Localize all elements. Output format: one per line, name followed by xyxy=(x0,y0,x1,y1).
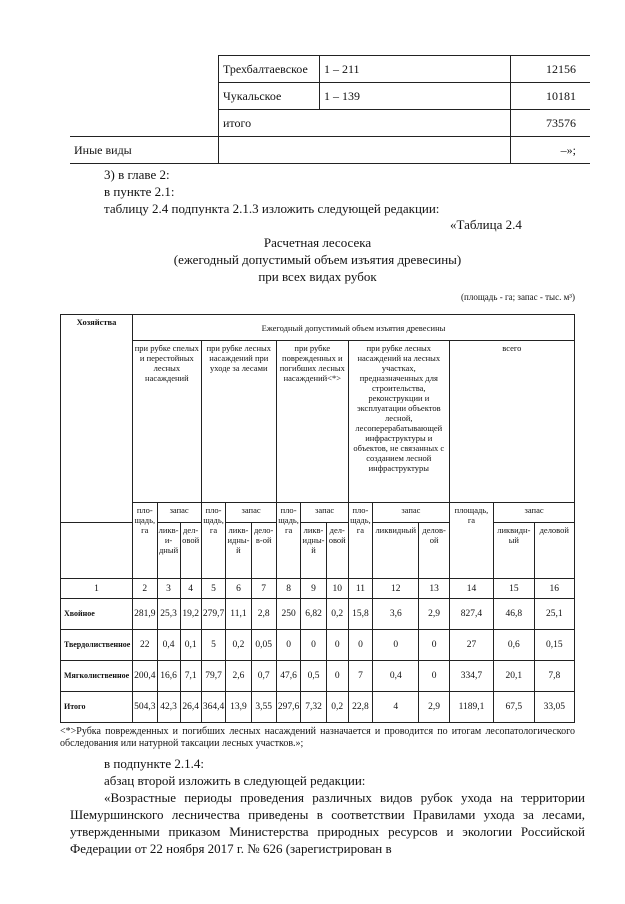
column-number-row xyxy=(61,579,575,599)
row-label: Твердолиственное xyxy=(61,630,133,661)
area-header: площадь, га xyxy=(132,503,157,579)
units-note: (площадь - га; запас - тыс. м³) xyxy=(461,292,575,302)
area-header: площадь, га xyxy=(449,503,493,579)
table-cell: 67,5 xyxy=(494,692,534,723)
col-number: 5 xyxy=(201,579,226,599)
group-header: всего xyxy=(449,341,574,503)
table-cell: 25,3 xyxy=(157,599,180,630)
footnote: <*>Рубка поврежденных и погибших лесных насаждений назначается и проводится по итогам лесопатологического обследования или натурной таксации лесных участков.»; xyxy=(60,726,575,749)
table-cell: 15,8 xyxy=(348,599,372,630)
table-cell: 334,7 xyxy=(449,661,493,692)
row-label: Мягколиственное xyxy=(61,661,133,692)
table-cell: 3,55 xyxy=(251,692,276,723)
table-title: Расчетная лесосека xyxy=(263,235,372,250)
table-cell: 0,6 xyxy=(494,630,534,661)
table-cell: 47,6 xyxy=(276,661,301,692)
table-cell: 0,5 xyxy=(301,661,326,692)
table-subtitle: при всех видах рубок xyxy=(258,269,377,284)
table-cell: 7 xyxy=(348,661,372,692)
table-cell: 13,9 xyxy=(226,692,251,723)
table-row xyxy=(61,661,575,692)
table-cell: 279,7 xyxy=(201,599,226,630)
table-cell xyxy=(70,110,219,137)
table-cell: 0 xyxy=(348,630,372,661)
table-row xyxy=(61,692,575,723)
business-header: делов-ой xyxy=(251,523,276,579)
table-cell: 20,1 xyxy=(494,661,534,692)
table-cell xyxy=(219,137,511,164)
table-cell: 16,6 xyxy=(157,661,180,692)
business-header: деловой xyxy=(419,523,449,579)
col-number: 1 xyxy=(61,579,133,599)
instruction-line: таблицу 2.4 подпункта 2.1.3 изложить следующей редакции: xyxy=(104,201,440,216)
area-header: площадь, га xyxy=(348,503,372,579)
table-cell: 0 xyxy=(301,630,326,661)
col-number: 3 xyxy=(157,579,180,599)
table-row xyxy=(70,83,590,110)
table-cell: 7,8 xyxy=(534,661,574,692)
table-row xyxy=(61,599,575,630)
table-label: «Таблица 2.4 xyxy=(450,217,522,232)
table-cell: 2,9 xyxy=(419,599,449,630)
col-number: 7 xyxy=(251,579,276,599)
table-cell xyxy=(70,56,219,83)
harvest-table xyxy=(60,314,575,723)
table-cell: 19,2 xyxy=(180,599,201,630)
row-label: Хвойное xyxy=(61,599,133,630)
table-cell: 0 xyxy=(419,630,449,661)
liquid-header: ликвидный xyxy=(373,523,419,579)
table-cell: –»; xyxy=(511,137,591,164)
table-cell: 42,3 xyxy=(157,692,180,723)
table-cell: 11,1 xyxy=(226,599,251,630)
table-subtitle: (ежегодный допустимый объем изъятия древесины) xyxy=(173,252,462,267)
table-cell: 504,3 xyxy=(132,692,157,723)
col-number: 6 xyxy=(226,579,251,599)
liquid-header: ликвидный xyxy=(157,523,180,579)
table-cell: 0,2 xyxy=(226,630,251,661)
business-header: деловой xyxy=(180,523,201,579)
table-cell: 22 xyxy=(132,630,157,661)
table-cell: 0,2 xyxy=(326,692,348,723)
continuation-table xyxy=(70,55,590,164)
business-header: деловой xyxy=(326,523,348,579)
instruction-line: 3) в главе 2: xyxy=(104,167,170,182)
stock-header: запас xyxy=(226,503,276,523)
header-total: Ежегодный допустимый объем изъятия древесины xyxy=(132,315,574,341)
table-cell: 1 – 139 xyxy=(320,83,511,110)
group-header: при рубке лесных насаждений на лесных участках, предназначенных для строительства, реконструкции и эксплуатации объектов лесной, лесоперерабатывающей инфраструктуры и объектов, не связанных с созданием лесной инфраструктуры xyxy=(348,341,449,503)
table-cell: 5 xyxy=(201,630,226,661)
col-number: 11 xyxy=(348,579,372,599)
liquid-header: ликвидный xyxy=(494,523,534,579)
area-header: площадь, га xyxy=(201,503,226,579)
group-header: при рубке лесных насаждений при уходе за лесами xyxy=(201,341,276,503)
table-cell: 4 xyxy=(373,692,419,723)
table-cell: 73576 xyxy=(511,110,591,137)
table-cell: 0,7 xyxy=(251,661,276,692)
stock-header: запас xyxy=(373,503,450,523)
col-number: 16 xyxy=(534,579,574,599)
table-cell: 297,6 xyxy=(276,692,301,723)
stock-header: запас xyxy=(494,503,575,523)
table-cell: 27 xyxy=(449,630,493,661)
col-number: 14 xyxy=(449,579,493,599)
liquid-header: ликвидный xyxy=(301,523,326,579)
table-cell: 0 xyxy=(276,630,301,661)
table-cell: 0 xyxy=(373,630,419,661)
table-cell: 2,9 xyxy=(419,692,449,723)
table-cell: Иные виды xyxy=(70,137,219,164)
table-cell: 22,8 xyxy=(348,692,372,723)
table-cell: 0 xyxy=(419,661,449,692)
body-line: в подпункте 2.1.4: xyxy=(104,756,204,771)
table-cell: 46,8 xyxy=(494,599,534,630)
table-cell: 79,7 xyxy=(201,661,226,692)
table-cell: 7,32 xyxy=(301,692,326,723)
table-cell: 0,4 xyxy=(157,630,180,661)
stock-header: запас xyxy=(301,503,348,523)
body-line: абзац второй изложить в следующей редакции: xyxy=(104,773,366,788)
table-cell: 6,82 xyxy=(301,599,326,630)
table-cell: 827,4 xyxy=(449,599,493,630)
table-cell: 26,4 xyxy=(180,692,201,723)
table-cell: 0,05 xyxy=(251,630,276,661)
table-cell: 2,8 xyxy=(251,599,276,630)
table-cell: 364,4 xyxy=(201,692,226,723)
table-cell: 33,05 xyxy=(534,692,574,723)
group-header: при рубке поврежденных и погибших лесных насаждений<*> xyxy=(276,341,348,503)
col-number: 4 xyxy=(180,579,201,599)
col-number: 9 xyxy=(301,579,326,599)
group-header: при рубке спелых и перестойных лесных насаждений xyxy=(132,341,201,503)
table-cell: Чукальское xyxy=(219,83,320,110)
liquid-header: ликвидный xyxy=(226,523,251,579)
table-row xyxy=(70,110,590,137)
table-cell: 0,15 xyxy=(534,630,574,661)
table-cell: 0,2 xyxy=(326,599,348,630)
table-cell: 3,6 xyxy=(373,599,419,630)
table-cell: 7,1 xyxy=(180,661,201,692)
col-number: 13 xyxy=(419,579,449,599)
table-cell: итого xyxy=(219,110,511,137)
instruction-line: в пункте 2.1: xyxy=(104,184,175,199)
table-row xyxy=(70,56,590,83)
table-cell: 1189,1 xyxy=(449,692,493,723)
farm-header-cont xyxy=(61,523,133,579)
table-cell: 250 xyxy=(276,599,301,630)
area-header: площадь, га xyxy=(276,503,301,579)
table-cell: 25,1 xyxy=(534,599,574,630)
table-cell: 12156 xyxy=(511,56,591,83)
table-cell: 0,1 xyxy=(180,630,201,661)
col-number: 15 xyxy=(494,579,534,599)
table-cell: 0 xyxy=(326,630,348,661)
col-number: 2 xyxy=(132,579,157,599)
col-number: 10 xyxy=(326,579,348,599)
body-paragraph: «Возрастные периоды проведения различных видов рубок ухода на территории Шемуршинского лесничества приведены в соответствии Правилами ухода за лесами, утвержденными приказом Министерства природных ресурсов и экологии Российской Федерации от 22 ноября 2017 г. № 626 (зарегистрирован в xyxy=(70,790,585,856)
header-farm: Хозяйства xyxy=(61,315,133,523)
business-header: деловой xyxy=(534,523,574,579)
table-cell: 1 – 211 xyxy=(320,56,511,83)
col-number: 8 xyxy=(276,579,301,599)
table-row xyxy=(70,137,590,164)
table-cell: 281,9 xyxy=(132,599,157,630)
table-cell: Трехбалтаевское xyxy=(219,56,320,83)
table-cell: 0 xyxy=(326,661,348,692)
table-cell: 2,6 xyxy=(226,661,251,692)
stock-header: запас xyxy=(157,503,201,523)
table-cell: 200,4 xyxy=(132,661,157,692)
table-cell: 0,4 xyxy=(373,661,419,692)
table-cell xyxy=(70,83,219,110)
col-number: 12 xyxy=(373,579,419,599)
row-label: Итого xyxy=(61,692,133,723)
table-cell: 10181 xyxy=(511,83,591,110)
table-row xyxy=(61,630,575,661)
